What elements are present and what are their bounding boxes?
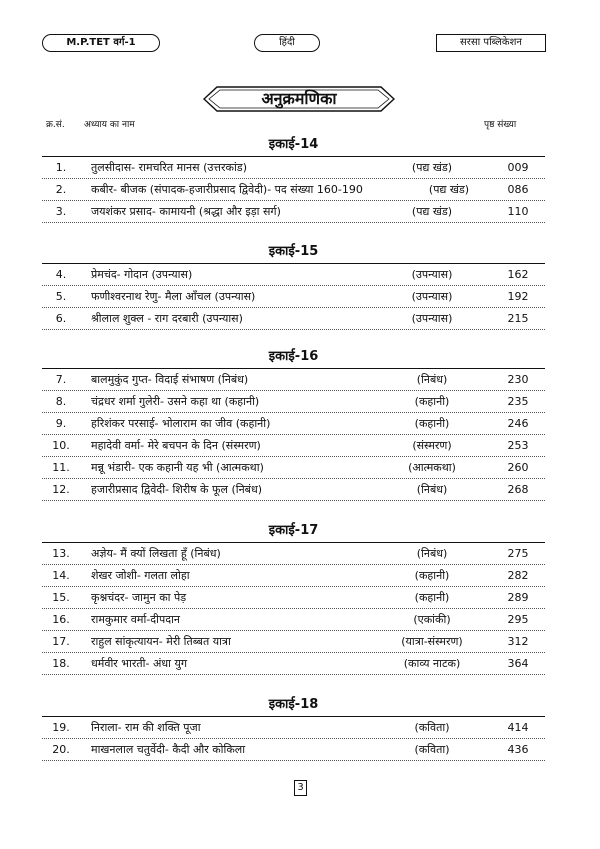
table-row [42, 435, 545, 457]
chapter-genre: (यात्रा-संस्मरण) [401, 635, 463, 648]
row-number: 3. [55, 205, 67, 218]
unit-title: इकाई-16 [268, 349, 319, 364]
page-number-cell: 364 [507, 657, 529, 670]
table-row [42, 179, 545, 201]
page-number-cell: 268 [507, 483, 529, 496]
subject-label: हिंदी [254, 34, 320, 52]
chapter-genre: (कहानी) [414, 417, 450, 430]
chapter-genre: (एकांकी) [413, 613, 451, 626]
row-number: 16. [52, 613, 70, 626]
chapter-genre: (पद्य खंड) [411, 161, 453, 174]
chapter-genre: (कहानी) [414, 591, 450, 604]
row-number: 20. [52, 743, 70, 756]
row-number: 11. [52, 461, 70, 474]
chapter-name: श्रीलाल शुक्ल - राग दरबारी (उपन्यास) [91, 312, 243, 325]
chapter-name: बालमुकुंद गुप्त- विदाई संभाषण (निबंध) [91, 373, 249, 386]
table-row [42, 391, 545, 413]
chapter-genre: (निबंध) [416, 373, 448, 386]
row-number: 2. [55, 183, 67, 196]
unit-title: इकाई-14 [268, 137, 319, 152]
page-number: 3 [294, 780, 307, 796]
row-number: 4. [55, 268, 67, 281]
chapter-genre: (निबंध) [416, 547, 448, 560]
chapter-genre: (आत्मकथा) [408, 461, 456, 474]
row-number: 7. [55, 373, 67, 386]
page-number-cell: 009 [507, 161, 529, 174]
page-number-cell: 253 [507, 439, 529, 452]
chapter-name: हजारीप्रसाद द्विवेदी- शिरीष के फूल (निबंध) [91, 483, 263, 496]
row-number: 13. [52, 547, 70, 560]
table-row [42, 717, 545, 739]
page-number-cell: 295 [507, 613, 529, 626]
row-number: 19. [52, 721, 70, 734]
page-number-cell: 414 [507, 721, 529, 734]
page-title: अनुक्रमणिका [261, 89, 337, 108]
chapter-genre: (कहानी) [414, 395, 450, 408]
table-row [42, 565, 545, 587]
chapter-genre: (संस्मरण) [412, 439, 452, 452]
column-header-chapter: अध्याय का नाम [84, 120, 135, 130]
page-number-cell: 275 [507, 547, 529, 560]
table-row [42, 653, 545, 675]
row-number: 6. [55, 312, 67, 325]
table-row [42, 201, 545, 223]
chapter-name: कृश्नचंदर- जामुन का पेड़ [91, 591, 187, 604]
table-row [42, 308, 545, 330]
chapter-name: कबीर- बीजक (संपादक-हजारीप्रसाद द्विवेदी)- पद संख्या 160-190 [91, 183, 363, 196]
chapter-name: महादेवी वर्मा- मेरे बचपन के दिन (संस्मरण) [91, 439, 261, 452]
index-title-banner [203, 86, 395, 112]
chapter-genre: (कविता) [414, 743, 450, 756]
chapter-genre: (उपन्यास) [411, 312, 453, 325]
row-number: 17. [52, 635, 70, 648]
table-row [42, 543, 545, 565]
table-row [42, 157, 545, 179]
chapter-name: अज्ञेय- मैं क्यों लिखता हूँ (निबंध) [91, 547, 221, 560]
row-number: 12. [52, 483, 70, 496]
chapter-genre: (पद्य खंड) [411, 205, 453, 218]
page-number-cell: 230 [507, 373, 529, 386]
unit-section [42, 346, 545, 501]
page-number-cell: 436 [507, 743, 529, 756]
chapter-name: राहुल सांकृत्यायन- मेरी तिब्बत यात्रा [91, 635, 231, 648]
chapter-name: मन्नू भंडारी- एक कहानी यह भी (आत्मकथा) [91, 461, 264, 474]
chapter-name: चंद्रधर शर्मा गुलेरी- उसने कहा था (कहानी) [91, 395, 260, 408]
chapter-name: जयशंकर प्रसाद- कामायनी (श्रद्धा और इड़ा सर्ग) [91, 205, 281, 218]
unit-section [42, 520, 545, 675]
page-number-cell: 162 [507, 268, 529, 281]
page-number-cell: 192 [507, 290, 529, 303]
chapter-name: धर्मवीर भारती- अंधा युग [91, 657, 188, 670]
row-number: 5. [55, 290, 67, 303]
unit-section [42, 134, 545, 223]
page-number-cell: 110 [507, 205, 529, 218]
row-number: 9. [55, 417, 67, 430]
chapter-name: माखनलाल चतुर्वेदी- कैदी और कोकिला [91, 743, 246, 756]
column-header-page: पृष्ठ संख्या [484, 120, 517, 130]
chapter-name: हरिशंकर परसाई- भोलाराम का जीव (कहानी) [91, 417, 271, 430]
page-number-cell: 282 [507, 569, 529, 582]
table-row [42, 286, 545, 308]
page-number-cell: 235 [507, 395, 529, 408]
table-row [42, 264, 545, 286]
table-row [42, 631, 545, 653]
chapter-name: तुलसीदास- रामचरित मानस (उत्तरकांड) [91, 161, 247, 174]
chapter-name: प्रेमचंद- गोदान (उपन्यास) [91, 268, 193, 281]
exam-label: M.P.TET वर्ग-1 [42, 34, 160, 52]
table-row [42, 609, 545, 631]
chapter-genre: (निबंध) [416, 483, 448, 496]
chapter-name: शेखर जोशी- गलता लोहा [91, 569, 190, 582]
page-number-cell: 312 [507, 635, 529, 648]
unit-section [42, 241, 545, 330]
row-number: 15. [52, 591, 70, 604]
unit-section [42, 694, 545, 761]
page-number-cell: 246 [507, 417, 529, 430]
chapter-name: रामकुमार वर्मा-दीपदान [91, 613, 181, 626]
page-number-cell: 289 [507, 591, 529, 604]
row-number: 1. [55, 161, 67, 174]
table-row [42, 413, 545, 435]
chapter-name: फणीश्वरनाथ रेणु- मैला आँचल (उपन्यास) [91, 290, 256, 303]
page-number-cell: 215 [507, 312, 529, 325]
chapter-genre: (काव्य नाटक) [403, 657, 461, 670]
column-header-serial: क्र.सं. [46, 120, 65, 130]
chapter-genre: (कहानी) [414, 569, 450, 582]
table-row [42, 739, 545, 761]
table-row [42, 457, 545, 479]
row-number: 18. [52, 657, 70, 670]
unit-title: इकाई-17 [268, 523, 319, 538]
row-number: 10. [52, 439, 70, 452]
page-number-cell: 260 [507, 461, 529, 474]
chapter-genre: (कविता) [414, 721, 450, 734]
row-number: 8. [55, 395, 67, 408]
page-number-cell: 086 [507, 183, 529, 196]
chapter-genre: (पद्य खंड) [428, 183, 470, 196]
chapter-genre: (उपन्यास) [411, 290, 453, 303]
table-row [42, 479, 545, 501]
table-row [42, 369, 545, 391]
publisher-label: सरसा पब्लिकेशन [436, 34, 546, 52]
table-row [42, 587, 545, 609]
chapter-name: निराला- राम की शक्ति पूजा [91, 721, 201, 734]
unit-title: इकाई-15 [268, 244, 319, 259]
unit-title: इकाई-18 [268, 697, 319, 712]
chapter-genre: (उपन्यास) [411, 268, 453, 281]
row-number: 14. [52, 569, 70, 582]
